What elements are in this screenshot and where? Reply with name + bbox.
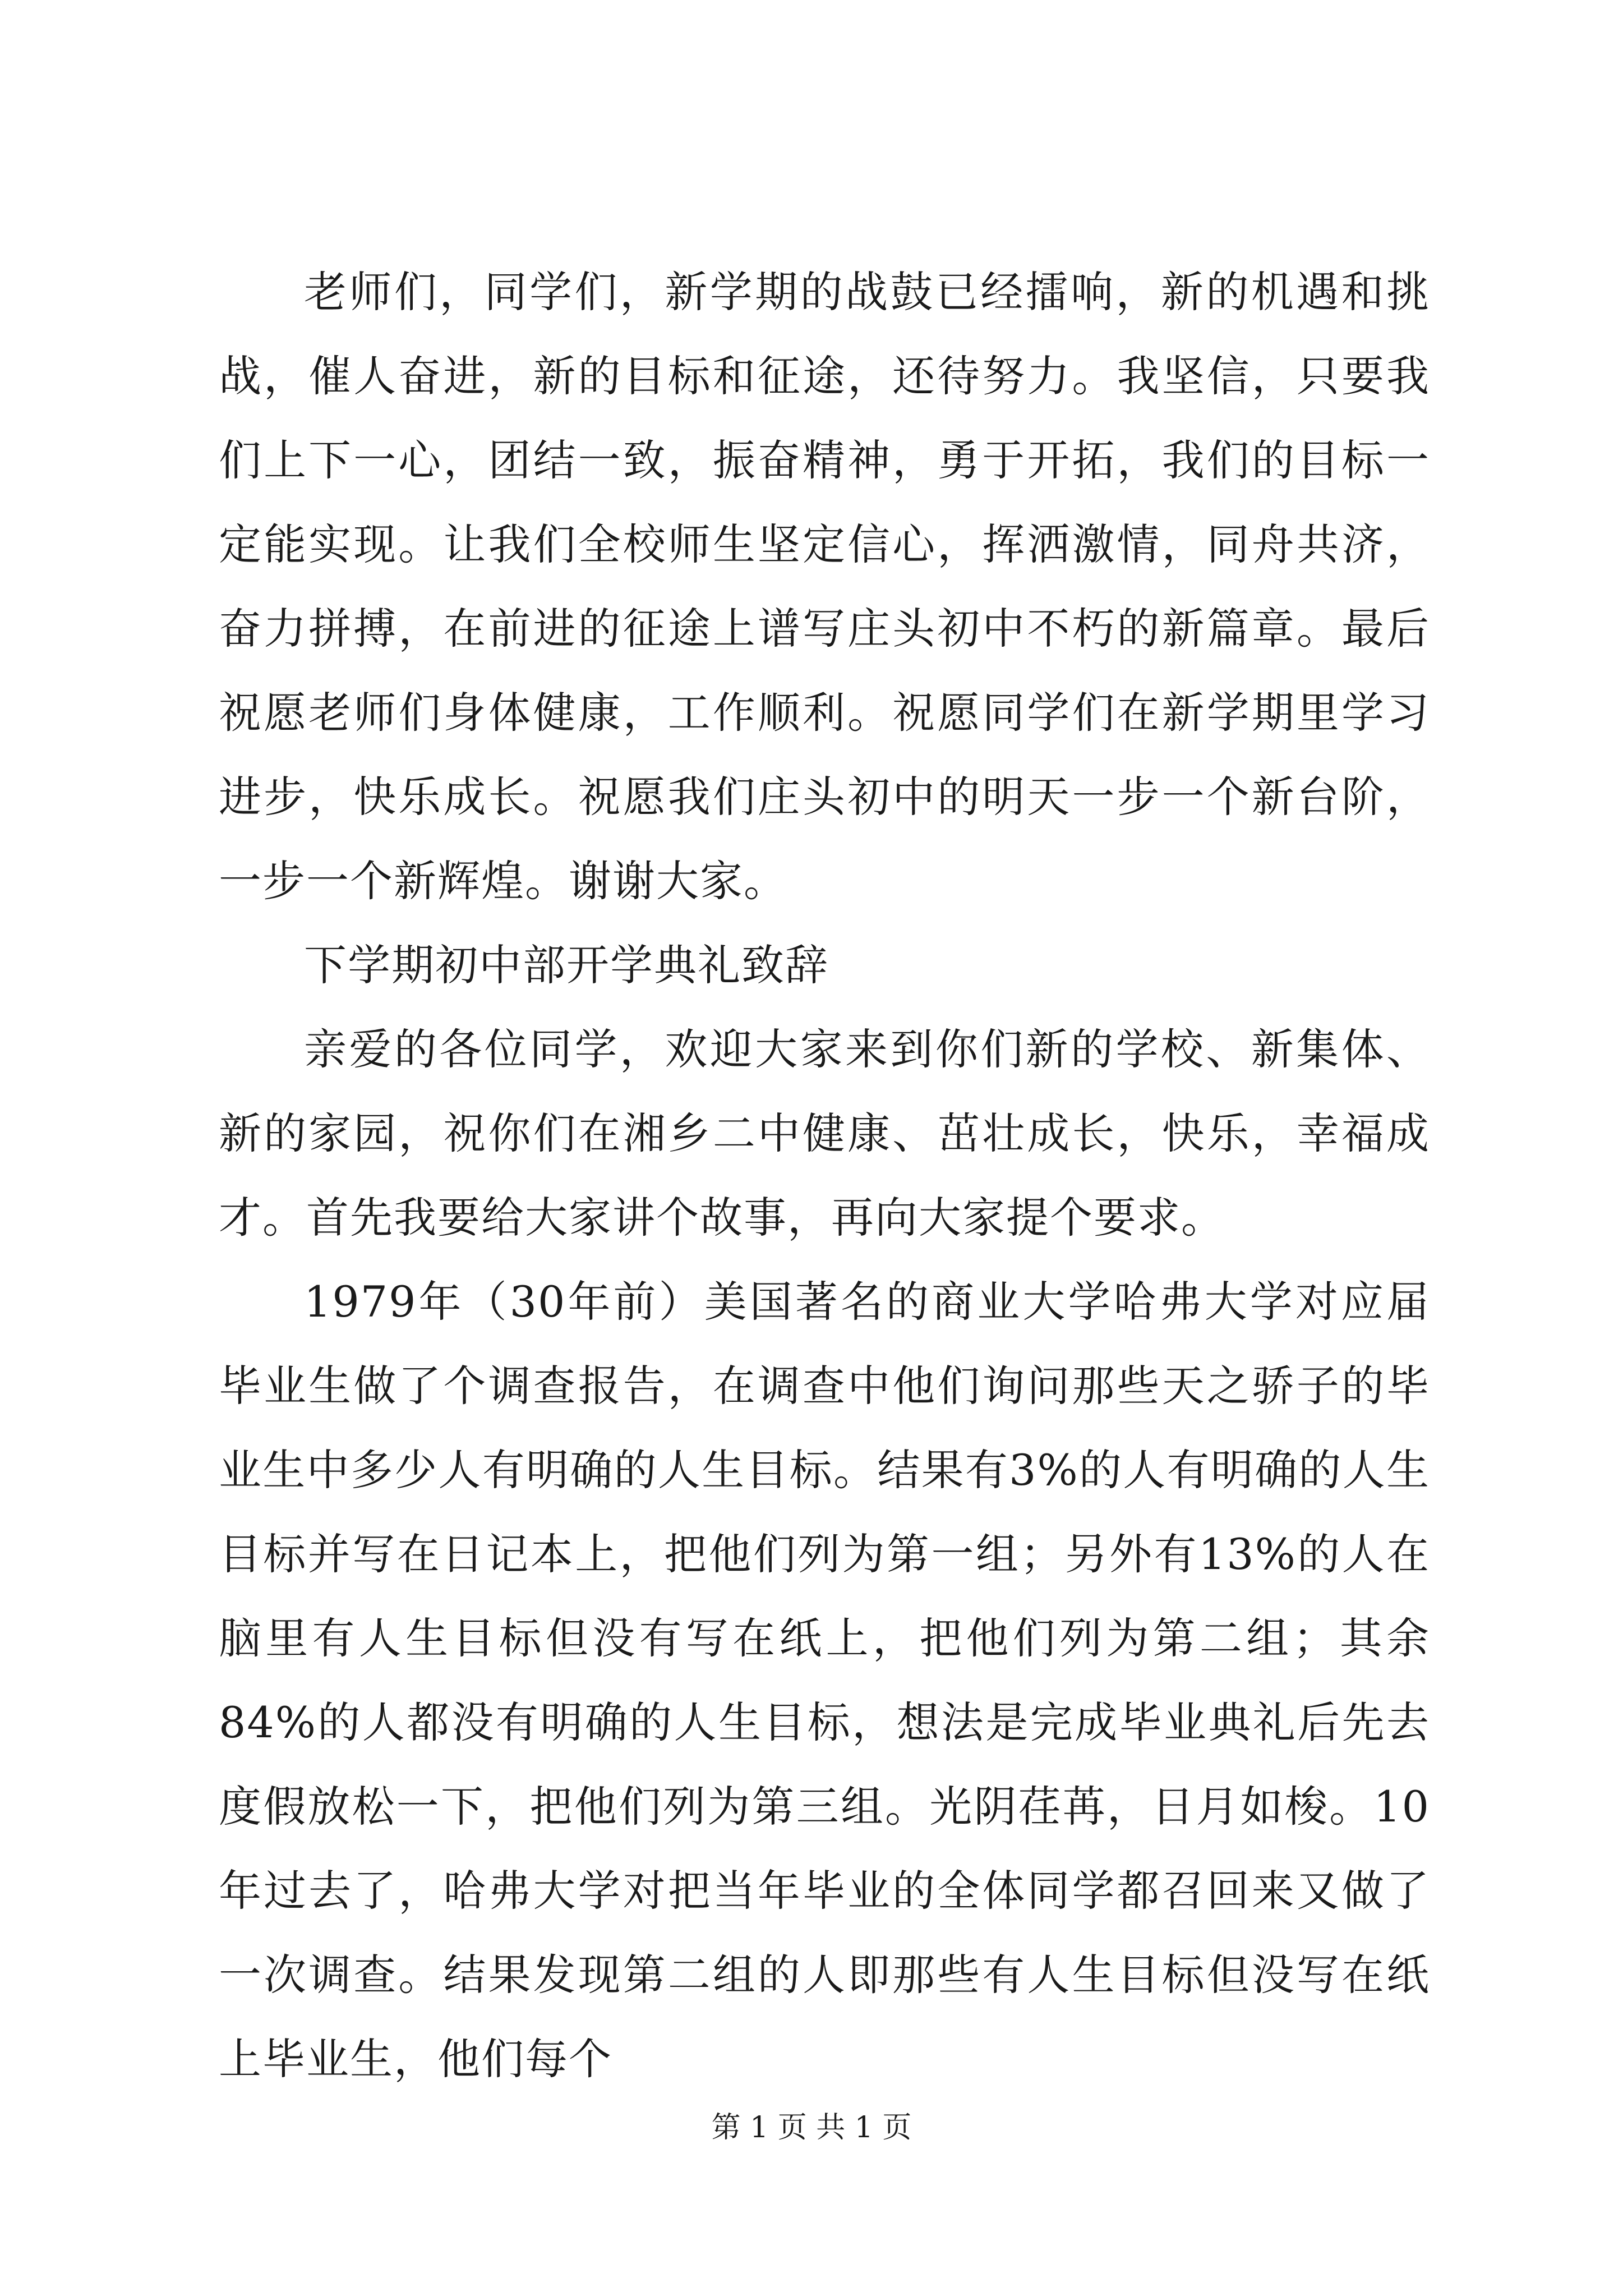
- paragraph-harvard-story: 1979年（30年前）美国著名的商业大学哈弗大学对应届毕业生做了个调查报告，在调查中他们询问那些天之骄子的毕业生中多少人有明确的人生目标。结果有3%的人有明确的人生目标并写在日记本上，把他们列为第一组；另外有13%的人在脑里有人生目标但没有写在纸上，把他们列为第二组；其余84%的人都没有明确的人生目标，想法是完成毕业典礼后先去度假放松一下，把他们列为第三组。光阴荏苒，日月如梭。10年过去了，哈弗大学对把当年毕业的全体同学都召回来又做了一次调查。结果发现第二组的人即那些有人生目标但没写在纸上毕业生，他们每个: [219, 1277, 1430, 2084]
- page-footer: 第 1 页 共 1 页: [711, 2111, 912, 2145]
- document-body: [219, 250, 1430, 2101]
- paragraph-welcome: 亲爱的各位同学，欢迎大家来到你们新的学校、新集体、新的家园，祝你们在湘乡二中健康、茁壮成长，快乐，幸福成才。首先我要给大家讲个故事，再向大家提个要求。: [219, 1024, 1430, 1243]
- section-heading: 下学期初中部开学典礼致辞: [304, 940, 829, 990]
- paragraph-closing-remarks: 老师们，同学们，新学期的战鼓已经擂响，新的机遇和挑战，催人奋进，新的目标和征途，还待努力。我坚信，只要我们上下一心，团结一致，振奋精神，勇于开拓，我们的目标一定能实现。让我们全校师生坚定信心，挥洒激情，同舟共济，奋力拼搏，在前进的征途上谱写庄头初中不朽的新篇章。最后祝愿老师们身体健康，工作顺利。祝愿同学们在新学期里学习进步，快乐成长。祝愿我们庄头初中的明天一步一个新台阶，一步一个新辉煌。谢谢大家。: [219, 267, 1430, 906]
